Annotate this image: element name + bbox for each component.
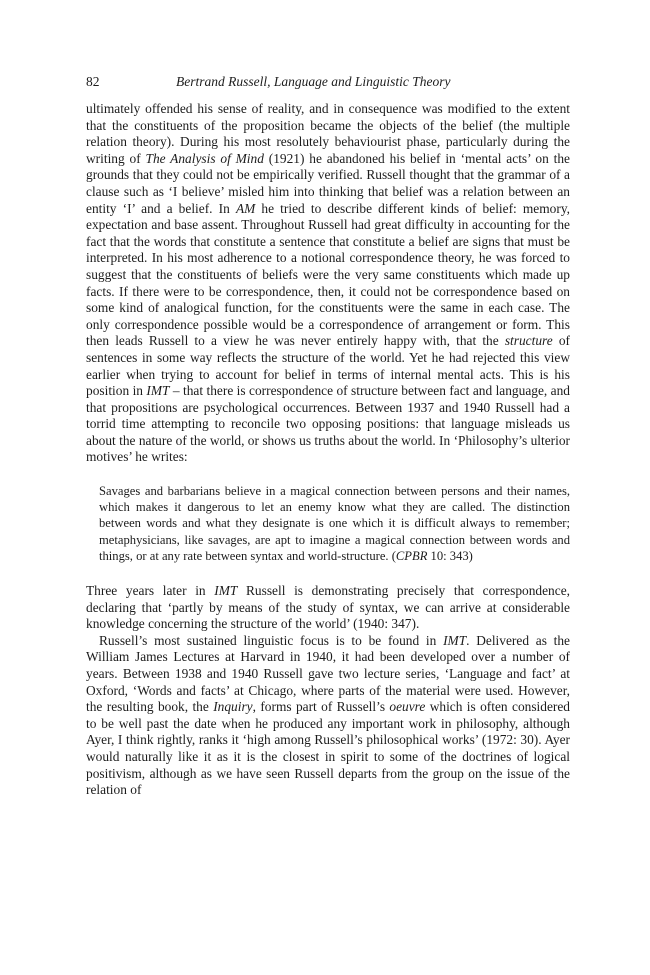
text-run: Russell is demonstrating precisely that correspondence, declaring that ‘partly by means of the study of syntax, we can arrive at considerable knowledge concerning the structure of the world’ (1940: 347). bbox=[86, 583, 570, 632]
paragraph-3 bbox=[86, 633, 570, 799]
paragraph-2 bbox=[86, 583, 570, 633]
abbrev-am: AM bbox=[235, 200, 256, 216]
abbrev-imt: IMT bbox=[214, 583, 238, 599]
text-run: ultimately offended his sense of reality, and in consequence was modified to the extent that the constituents of the proposition became the objects of the belief (the multiple relation theory). During his most resolutely behaviourist phase, particularly during the writing of bbox=[86, 101, 570, 166]
text-run: Three years later in bbox=[86, 583, 215, 599]
text-run: . Delivered as the William James Lectures at Harvard in 1940, it had been developed over a number of years. Between 1938 and 1940 Russell gave two lecture series, ‘Language and fact’ at Oxford, ‘Words and facts’ at Chicago, where parts of the material were used. However, the resulting book, the bbox=[86, 632, 570, 715]
text-run: – that there is correspondence of structure between fact and language, and that propositions are psychological occurrences. Between 1937 and 1940 Russell had a torrid time attempting to reconcile two opposing positions: that language misleads us about the nature of the world, or shows us truths about the world. In ‘Philosophy’s ulterior motives’ he writes: bbox=[86, 383, 570, 465]
abbrev-imt: IMT bbox=[443, 632, 467, 648]
text-run: (1921) he abandoned his belief in ‘mental acts’ on the grounds that they could not be empirically verified. Russell thought that the grammar of a clause such as ‘I believe’ misled him into thinking that belief was a relation between an entity ‘I’ and a belief. In bbox=[86, 150, 571, 216]
abbrev-cpbr: CPBR bbox=[395, 548, 428, 563]
text-run: Savages and barbarians believe in a magical connection between persons and their names, which makes it dangerous to let an enemy know what they are called. The distinction between words and what they designate is one which it is difficult always to remember; metaphysicians, like savages, are apt to imagine a magical connection between words and things, or at any rate between syntax and world-structure. ( bbox=[99, 484, 570, 563]
text-run: , forms part of Russell’s bbox=[252, 699, 390, 715]
text-run: of sentences in some way reflects the structure of the world. Yet he had rejected this view earlier when trying to account for belief in terms of internal mental acts. This is his position in bbox=[86, 333, 570, 399]
block-quote bbox=[99, 483, 570, 564]
text-run: 10: 343) bbox=[427, 548, 473, 563]
paragraph-1 bbox=[86, 101, 570, 466]
running-title: Bertrand Russell, Language and Linguistic Theory bbox=[176, 74, 451, 89]
book-title-inquiry: Inquiry bbox=[213, 699, 253, 715]
page-number: 82 bbox=[86, 74, 100, 89]
running-header bbox=[86, 74, 570, 94]
emphasis-oeuvre: oeuvre bbox=[389, 699, 426, 715]
book-title-analysis-of-mind: The Analysis of Mind bbox=[145, 150, 264, 166]
abbrev-imt: IMT bbox=[146, 383, 170, 399]
text-run: he tried to describe different kinds of belief: memory, expectation and base assent. Throughout Russell had great difficulty in accounting for the fact that the words that constitute a sentence that constitute a belief are signs that must be interpreted. In his most adherence to a notional correspondence theory, he was forced to suggest that the constituents of beliefs were the very same constituents which made up facts. If there were to be correspondence, then, it could not be correspondence based on some kind of analogical function, for the constituents were the same in each case. The only correspondence possible would be a correspondence of arrangement or form. This then leads Russell to a view he was never entirely happy with, that the bbox=[86, 200, 570, 349]
text-run: Russell’s most sustained linguistic focus is to be found in bbox=[99, 632, 444, 648]
body-text bbox=[86, 101, 570, 799]
text-run: which is often considered to be well past the date when he produced any important work in philosophy, although Ayer, I think rightly, ranks it ‘high among Russell’s philosophical works’ (1972: 30). Ayer would naturally like it as it is the closest in spirit to some of the doctrines of logical positivism, although as we have seen Russell departs from the group on the issue of the relation of bbox=[86, 699, 570, 798]
emphasis-structure: structure bbox=[504, 333, 553, 349]
